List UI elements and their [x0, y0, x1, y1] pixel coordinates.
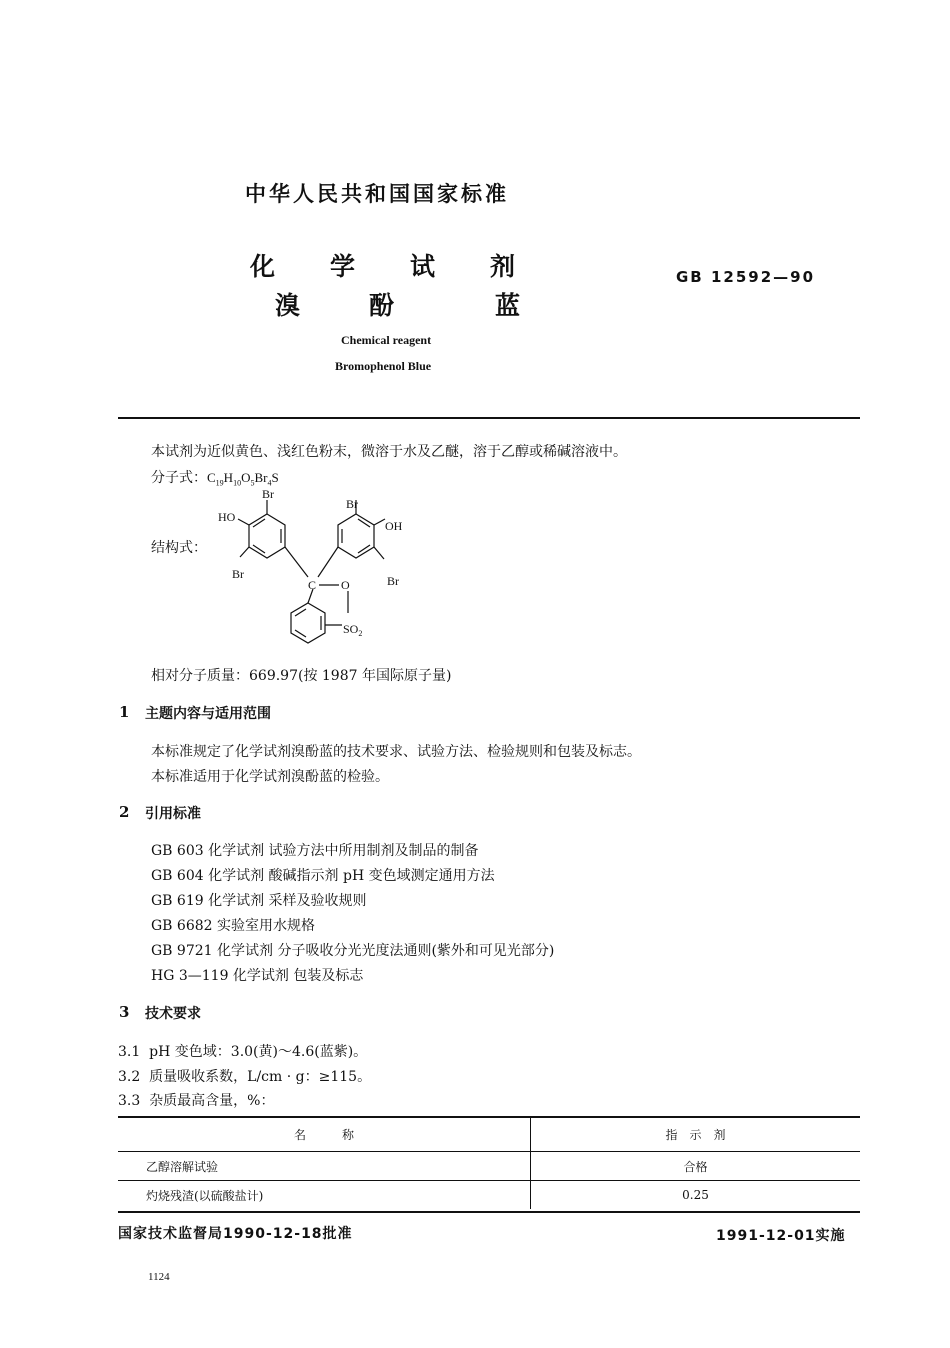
atom-c: C	[308, 578, 317, 592]
title-char-3: 蓝	[495, 291, 521, 320]
structural-formula-diagram	[210, 485, 430, 665]
requirement-text: 杂质最高含量，%：	[149, 1093, 275, 1109]
title-english-line2: Bromophenol Blue	[335, 359, 432, 373]
reference-item: GB 6682 实验室用水规格	[151, 918, 316, 934]
row-value: 合格	[531, 1152, 861, 1181]
structure-label: 结构式：	[151, 540, 207, 556]
requirement-text: 质量吸收系数，L/cm · g：≥115。	[149, 1069, 372, 1085]
requirement-text: pH 变色域：3.0(黄)～4.6(蓝紫)。	[149, 1044, 368, 1060]
footer-rule	[118, 1211, 860, 1213]
reference-item: GB 604 化学试剂 酸碱指示剂 pH 变色域测定通用方法	[151, 868, 495, 884]
section2-number: 2	[119, 803, 130, 821]
column-header-indicator: 指 示 剂	[531, 1117, 861, 1152]
implementation-date: 1991-12-01实施	[716, 1228, 846, 1244]
section1-number: 1	[119, 703, 130, 721]
requirement-number: 3.1	[118, 1044, 141, 1060]
atom-oh: OH	[385, 519, 403, 533]
requirement-item	[118, 1090, 274, 1110]
title-char-2: 酚	[369, 291, 395, 320]
atom-br-bottom-right: Br	[387, 574, 399, 588]
requirement-item	[118, 1041, 367, 1061]
atom-br-top-left: Br	[262, 487, 274, 501]
row-name: 乙醇溶解试验	[118, 1152, 531, 1181]
right-benzene-ring	[338, 514, 374, 558]
table-row	[118, 1181, 860, 1210]
atom-br-bottom-left: Br	[232, 567, 244, 581]
row-name: 灼烧残渣(以硫酸盐计)	[118, 1181, 531, 1210]
formula-value: $C_{19}H_{10}O_5Br_4S$	[207, 470, 279, 488]
requirement-number: 3.2	[118, 1069, 141, 1085]
requirement-number: 3.3	[118, 1093, 141, 1109]
impurity-table	[118, 1117, 860, 1209]
reference-item: HG 3—119 化学试剂 包装及标志	[151, 968, 364, 984]
reference-item: GB 9721 化学试剂 分子吸收分光光度法通则(紫外和可见光部分)	[151, 943, 555, 959]
standard-number: GB 12592—90	[676, 268, 816, 286]
section1-heading: 主题内容与适用范围	[145, 706, 271, 722]
row-value: 0.25	[682, 1188, 709, 1202]
section1-paragraph-2: 本标准适用于化学试剂溴酚蓝的检验。	[151, 769, 389, 785]
left-benzene-ring	[249, 514, 285, 558]
title-char-1: 溴	[275, 291, 301, 320]
section3-number: 3	[119, 1003, 130, 1021]
atom-o: O	[341, 578, 350, 592]
atom-br-top-right: Br	[346, 497, 358, 511]
molecular-mass: 相对分子质量：669.97(按 1987 年国际原子量)	[151, 668, 452, 684]
title-english-line1: Chemical reagent	[341, 333, 432, 347]
formula-label: 分子式：	[151, 470, 207, 486]
bottom-benzene-ring	[291, 603, 325, 643]
column-header-name: 名 称	[118, 1117, 531, 1152]
atom-so2: $SO_2$	[343, 622, 363, 638]
requirement-item	[118, 1066, 371, 1086]
section3-heading: 技术要求	[145, 1006, 201, 1022]
atom-ho: HO	[218, 510, 236, 524]
page-number: 1124	[148, 1271, 170, 1283]
table-header-row	[118, 1117, 860, 1152]
reagent-description: 本试剂为近似黄色、浅红色粉末，微溶于水及乙醚，溶于乙醇或稀碱溶液中。	[151, 444, 627, 460]
header-rule	[118, 417, 860, 419]
approval-date: 国家技术监督局1990-12-18批准	[118, 1226, 353, 1242]
section2-heading: 引用标准	[145, 806, 201, 822]
reference-item: GB 619 化学试剂 采样及验收规则	[151, 893, 367, 909]
title-chinese-line1: 化学试剂	[250, 252, 571, 281]
section1-paragraph-1: 本标准规定了化学试剂溴酚蓝的技术要求、试验方法、检验规则和包装及标志。	[151, 744, 641, 760]
reference-item: GB 603 化学试剂 试验方法中所用制剂及制品的制备	[151, 843, 479, 859]
standard-header-title: 中华人民共和国国家标准	[245, 182, 509, 206]
table-row	[118, 1152, 860, 1181]
